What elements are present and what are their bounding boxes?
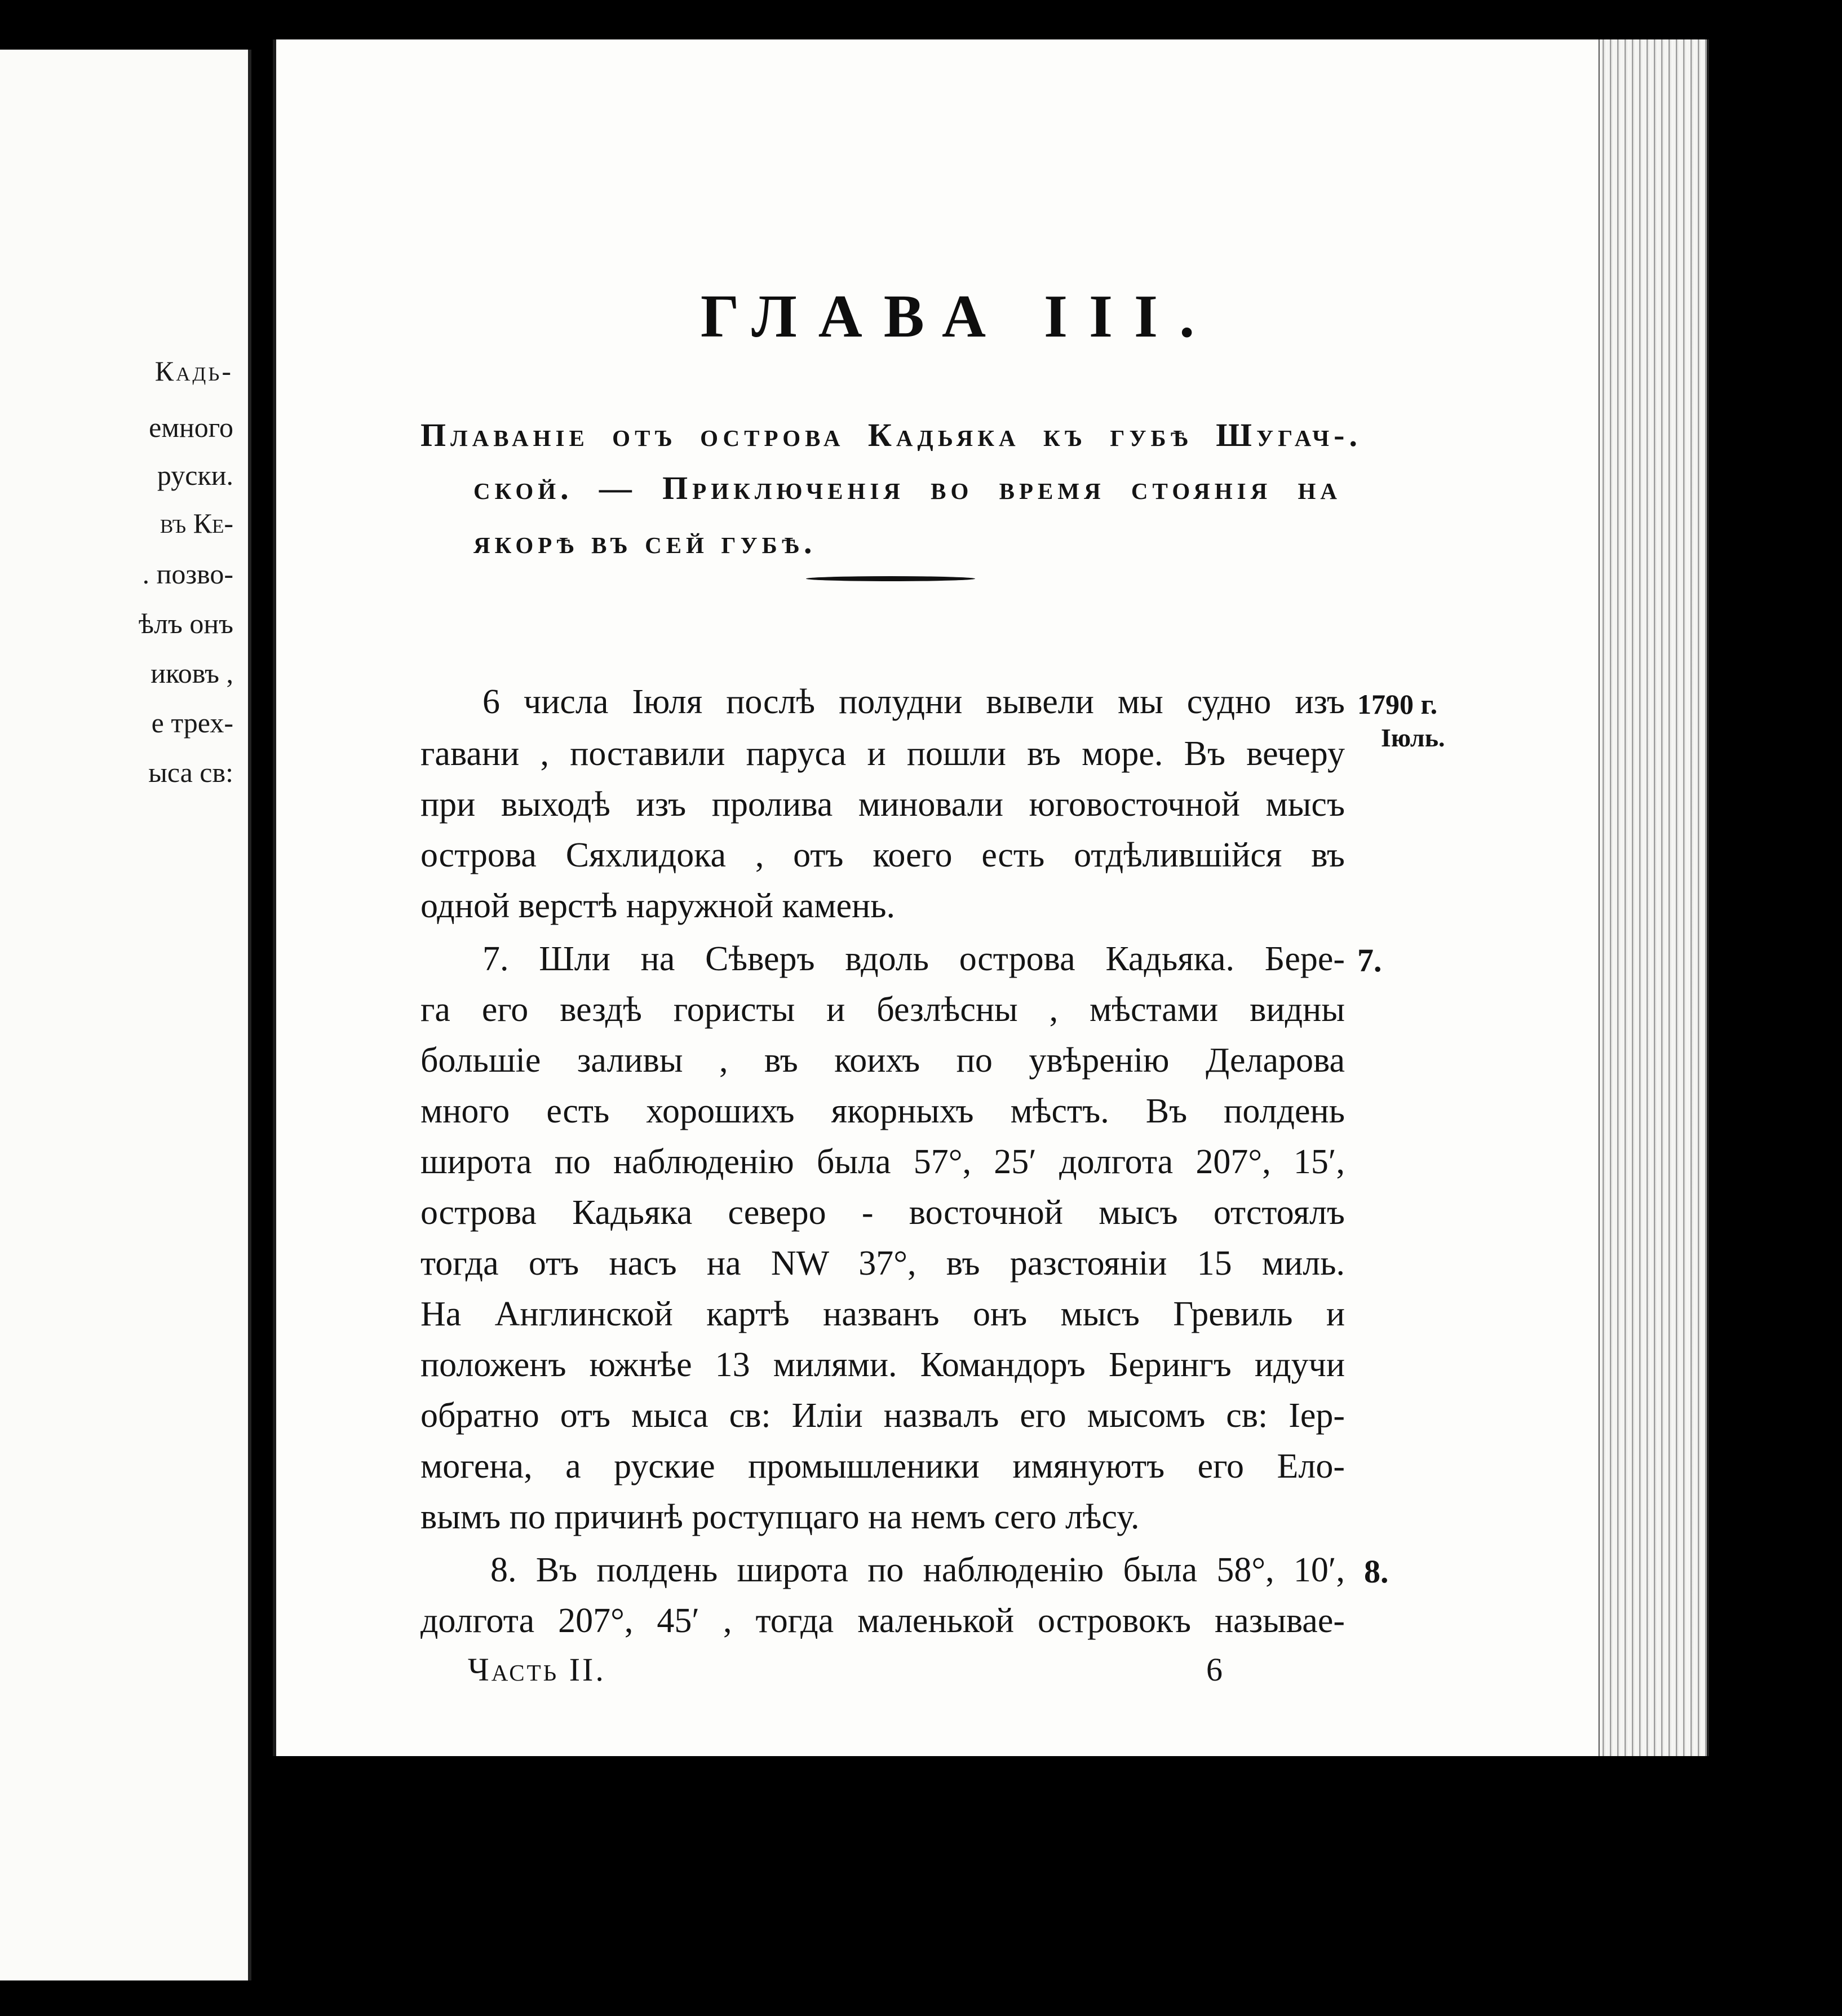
margin-note-year: 1790 г.: [1357, 688, 1438, 720]
body-line: вымъ по причинѣ роступцаго на немъ сего лѣсу.: [420, 1498, 1140, 1536]
left-page-line: ыса св:: [148, 757, 233, 788]
body-line: могена, а руские промышленики имянуютъ его Ело-: [420, 1447, 1345, 1486]
body-line: тогда отъ насъ на NW 37°, въ разстояніи 15 миль.: [420, 1244, 1345, 1283]
body-line: 6 числа Іюля послѣ полудни вывели мы судно изъ: [482, 683, 1345, 721]
margin-note-month: Іюль.: [1381, 723, 1445, 752]
body-line: одной верстѣ наружной камень.: [420, 887, 895, 925]
body-line: долгота 207°, 45′ , тогда маленькой островокъ называе-: [420, 1602, 1345, 1640]
margin-note-day: 7.: [1357, 942, 1382, 979]
chapter-subtitle-line: [473, 469, 1341, 507]
body-line: 7. Шли на Сѣверъ вдоль острова Кадьяка. Бере-: [482, 940, 1345, 978]
left-page-line: иковъ ,: [150, 657, 233, 689]
signature-mark: Часть II.: [468, 1651, 606, 1688]
left-page-line: въ Ке-: [160, 507, 233, 539]
body-line: много есть хорошихъ якорныхъ мѣстъ. Въ полдень: [420, 1092, 1345, 1130]
body-line: при выходѣ изъ пролива миновали юговосточной мысъ: [420, 785, 1345, 824]
body-line: острова Кадьяка северо - восточной мысъ отстоялъ: [420, 1193, 1345, 1232]
left-page-line: ѣлъ онъ: [138, 608, 233, 639]
book-page-edges: [1599, 39, 1709, 1756]
left-page-line: . позво-: [142, 558, 233, 590]
body-line: положенъ южнѣе 13 милями. Командоръ Берингъ идучи: [420, 1346, 1345, 1384]
chapter-title: ГЛАВА III.: [700, 283, 1216, 350]
body-line: обратно отъ мыса св: Иліи назвалъ его мысомъ св: Іер-: [420, 1396, 1345, 1435]
subtitle-text: ской. — Приключенія во время стоянія на: [473, 470, 1341, 506]
chapter-subtitle-line: [420, 416, 1362, 454]
sheet-number: 6: [1206, 1651, 1223, 1688]
body-line: га его вездѣ гористы и безлѣсны , мѣстами видны: [420, 991, 1345, 1029]
decorative-rule: [806, 576, 975, 581]
left-page-line: е трех-: [151, 707, 233, 739]
subtitle-text: Плаваніе отъ острова Кадьяка къ губѣ Шугач-.: [420, 417, 1362, 453]
left-page-line: руски.: [157, 459, 233, 491]
left-page-line: Кадь-: [154, 355, 233, 387]
body-line: 8. Въ полдень широта по наблюденію была 58°, 10′,: [490, 1551, 1345, 1589]
left-page-line: емного: [149, 412, 233, 443]
chapter-subtitle-line: якорѣ въ сей губѣ.: [473, 524, 817, 560]
body-line: широта по наблюденію была 57°, 25′ долгота 207°, 15′,: [420, 1143, 1345, 1181]
body-line: На Англинской картѣ названъ онъ мысъ Гревиль и: [420, 1295, 1345, 1333]
body-line: острова Сяхлидока , отъ коего есть отдѣлившійся въ: [420, 836, 1345, 874]
body-line: большіе заливы , въ коихъ по увѣренію Деларова: [420, 1041, 1345, 1080]
main-page: [273, 39, 1606, 1756]
body-line: гавани , поставили паруса и пошли въ море. Въ вечеру: [420, 735, 1345, 773]
left-facing-page: [0, 50, 251, 1980]
margin-note-day: 8.: [1364, 1553, 1389, 1590]
